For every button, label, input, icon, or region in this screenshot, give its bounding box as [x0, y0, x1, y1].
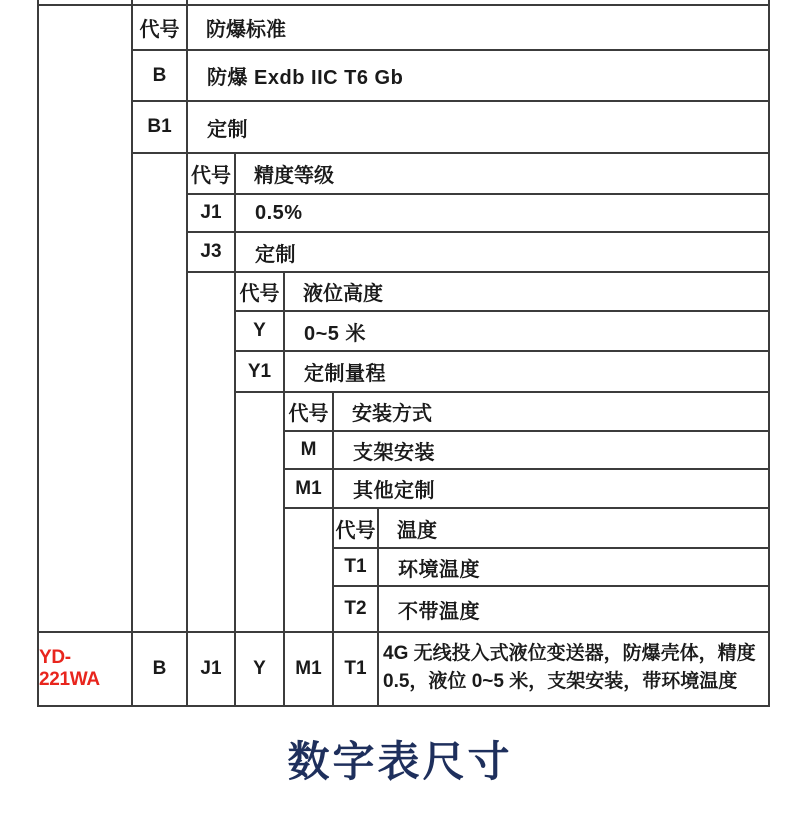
summary-code-cell: B	[133, 633, 186, 705]
option-code-cell: J1	[188, 195, 234, 231]
section-title-cell: 温度	[379, 509, 768, 547]
section-title-cell: 防爆标准	[188, 6, 768, 49]
section-title-cell: 精度等级	[236, 154, 768, 193]
option-desc-cell: 其他定制	[334, 470, 768, 507]
clipped-row-fragment	[188, 0, 768, 4]
empty-cell	[236, 393, 283, 631]
code-header-cell: 代号	[133, 6, 186, 49]
option-code-cell: B	[133, 51, 186, 100]
option-code-cell: Y1	[236, 352, 283, 391]
summary-model-cell: YD-221WA	[39, 633, 131, 705]
option-code-cell: Y	[236, 312, 283, 350]
option-desc-cell: 防爆 Exdb IIC T6 Gb	[188, 51, 768, 100]
option-desc-cell: 0.5%	[236, 195, 768, 231]
code-header-cell: 代号	[285, 393, 332, 430]
summary-code-cell: M1	[285, 633, 332, 705]
option-code-cell: J3	[188, 233, 234, 271]
section-title-cell: 安装方式	[334, 393, 768, 430]
section-title-cell: 液位高度	[285, 273, 768, 310]
option-desc-cell: 定制	[236, 233, 768, 271]
code-header-cell: 代号	[236, 273, 283, 310]
clipped-row-fragment	[39, 0, 131, 4]
option-code-cell: B1	[133, 102, 186, 152]
summary-description-cell: 4G 无线投入式液位变送器，防爆壳体，精度0.5，液位 0~5 米，支架安装，带环境温度	[379, 633, 768, 705]
option-desc-cell: 定制量程	[285, 352, 768, 391]
option-desc-cell: 环境温度	[379, 549, 768, 585]
summary-code-cell: Y	[236, 633, 283, 705]
option-code-cell: T2	[334, 587, 377, 631]
option-code-cell: T1	[334, 549, 377, 585]
empty-cell	[285, 509, 332, 631]
empty-cell	[133, 154, 186, 631]
empty-model-column-cell	[39, 6, 131, 631]
summary-code-cell: T1	[334, 633, 377, 705]
clipped-row-fragment	[133, 0, 186, 4]
empty-cell	[188, 273, 234, 631]
code-header-cell: 代号	[188, 154, 234, 193]
option-desc-cell: 支架安装	[334, 432, 768, 468]
model-selection-table	[37, 0, 770, 707]
option-desc-cell: 0~5 米	[285, 312, 768, 350]
option-desc-cell: 定制	[188, 102, 768, 152]
summary-code-cell: J1	[188, 633, 234, 705]
option-code-cell: M	[285, 432, 332, 468]
code-header-cell: 代号	[334, 509, 377, 547]
page-title: 数字表尺寸	[287, 738, 513, 785]
option-code-cell: M1	[285, 470, 332, 507]
option-desc-cell: 不带温度	[379, 587, 768, 631]
